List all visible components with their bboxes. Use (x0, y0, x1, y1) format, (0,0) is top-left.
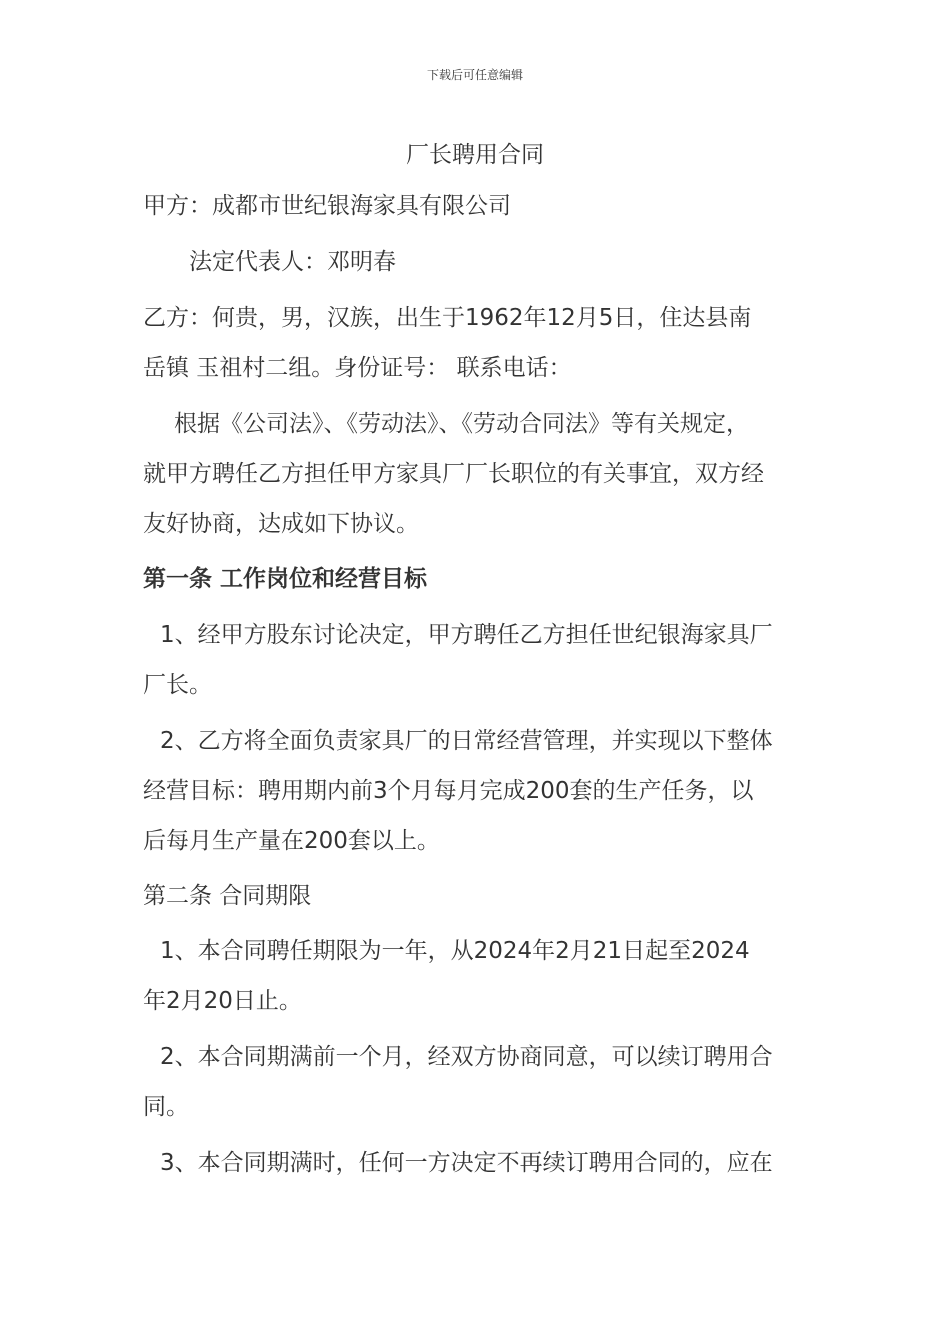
party-b-line-1: 乙方：何贵，男，汉族，出生于1962年12月5日，住达县南 (143, 305, 752, 331)
article-1-clause-2 (143, 716, 813, 866)
header-note: 下载后可任意编辑 (426, 68, 523, 82)
party-a-name: 甲方：成都市世纪银海家具有限公司 (143, 193, 511, 219)
clause-1-1-line-2: 厂长。 (143, 672, 212, 698)
clause-1-1-line-1: 1、经甲方股东讨论决定，甲方聘任乙方担任世纪银海家具厂 (160, 622, 773, 648)
preamble-line-3: 友好协商，达成如下协议。 (143, 511, 419, 537)
document-title: 厂长聘用合同 (406, 142, 544, 168)
article-1-heading (143, 554, 813, 604)
article-2-title: 第二条 合同期限 (143, 883, 312, 909)
article-2-clause-3 (143, 1138, 813, 1188)
article-1-clause-1 (143, 610, 813, 710)
clause-2-2-line-1: 2、本合同期满前一个月，经双方协商同意，可以续订聘用合 (160, 1044, 773, 1070)
party-b-line-2: 岳镇 玉祖村二组。身份证号： 联系电话： (143, 355, 572, 381)
clause-1-2-line-1: 2、乙方将全面负责家具厂的日常经营管理，并实现以下整体 (160, 728, 773, 754)
party-b-block (143, 293, 813, 393)
article-1-title: 第一条 工作岗位和经营目标 (143, 566, 428, 592)
article-2-heading (143, 871, 813, 921)
legal-representative: 法定代表人：邓明春 (189, 249, 396, 275)
clause-2-1-line-2: 年2月20日止。 (143, 988, 302, 1014)
clause-2-2-line-2: 同。 (143, 1094, 189, 1120)
legal-rep-line (189, 237, 859, 287)
clause-2-3-line-1: 3、本合同期满时，任何一方决定不再续订聘用合同的，应在 (160, 1150, 773, 1176)
article-2-clause-2 (143, 1032, 813, 1132)
clause-1-2-line-3: 后每月生产量在200套以上。 (143, 828, 440, 854)
article-2-clause-1 (143, 926, 813, 1026)
party-a-line (143, 181, 813, 231)
preamble-block (143, 399, 813, 549)
clause-1-2-line-2: 经营目标：聘用期内前3个月每月完成200套的生产任务，以 (143, 778, 754, 804)
preamble-line-2: 就甲方聘任乙方担任甲方家具厂厂长职位的有关事宜，双方经 (143, 461, 764, 487)
preamble-line-1: 根据《公司法》、《劳动法》、《劳动合同法》等有关规定， (174, 411, 749, 437)
clause-2-1-line-1: 1、本合同聘任期限为一年，从2024年2月21日起至2024 (160, 938, 750, 964)
